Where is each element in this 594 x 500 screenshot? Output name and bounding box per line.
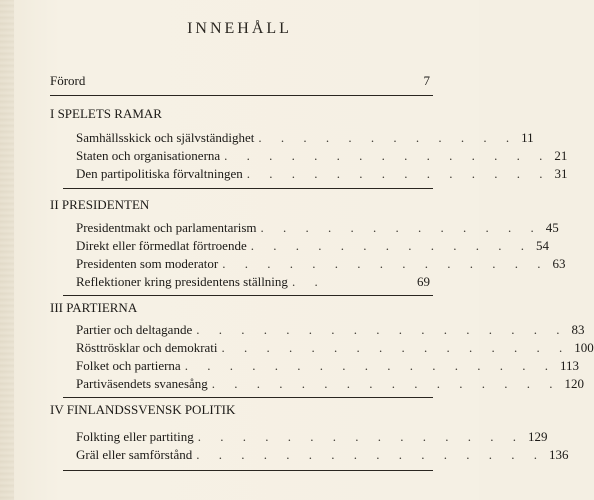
leader-dots: . . . . . . . . . . . . . (260, 220, 542, 235)
separator-rule (63, 470, 433, 471)
part-heading: III PARTIERNA (50, 300, 138, 315)
toc-entry (76, 340, 594, 356)
toc-entry-label: Reflektioner kring presidentens ställning (76, 274, 288, 289)
separator-rule (50, 95, 433, 96)
leader-dots: . . . . . . . . . . . . . . (246, 166, 551, 181)
leader-dots: . . . . . . . . . . . . . . . . (221, 340, 571, 355)
toc-entry (76, 220, 559, 236)
toc-entry-label: Rösttrösklar och demokrati (76, 340, 218, 355)
leader-dots: . . . . . . . . . . . . . . . . . (196, 322, 568, 337)
leader-dots: . . . . . . . . . . . . . (250, 238, 532, 253)
toc-entry-page: 129 (527, 429, 548, 444)
toc-entry-page: 100 (574, 340, 594, 355)
leader-dots: . . (291, 274, 326, 289)
toc-entry-page: 31 (554, 166, 568, 181)
leader-dots: . . . . . . . . . . . . . . . . . (184, 358, 556, 373)
toc-entry-page: 21 (554, 148, 568, 163)
part-heading: I SPELETS RAMAR (50, 106, 162, 121)
toc-entry-label: Gräl eller samförstånd (76, 447, 193, 462)
toc-entry-page: 7 (423, 73, 430, 88)
toc-entry-page: 113 (559, 358, 579, 373)
toc-entry-page: 69 (417, 274, 430, 289)
toc-entry-page: 45 (545, 220, 559, 235)
toc-entry (76, 256, 566, 272)
toc-entry-label: Partiväsendets svanesång (76, 376, 208, 391)
toc-entry-page: 11 (521, 130, 534, 145)
leader-dots: . . . . . . . . . . . . . . . (197, 429, 524, 444)
toc-entry (76, 358, 579, 374)
toc-title: INNEHÅLL (187, 20, 292, 37)
separator-rule (63, 295, 433, 296)
toc-entry (76, 376, 585, 392)
leader-dots: . . . . . . . . . . . . . . . (224, 148, 551, 163)
toc-entry (76, 429, 548, 445)
toc-entry (76, 166, 568, 182)
toc-entry (76, 274, 430, 290)
toc-entry (76, 130, 534, 146)
toc-entry-foreword (50, 73, 430, 89)
leader-dots: . . . . . . . . . . . . . . . (222, 256, 549, 271)
toc-entry-page: 83 (571, 322, 585, 337)
toc-entry-label: Staten och organisationerna (76, 148, 221, 163)
toc-entry-label: Folkting eller partiting (76, 429, 194, 444)
toc-entry-label: Partier och deltagande (76, 322, 193, 337)
part-heading: IV FINLANDSSVENSK POLITIK (50, 402, 236, 417)
part-heading: II PRESIDENTEN (50, 197, 150, 212)
toc-entry-label: Samhällsskick och självständighet (76, 130, 255, 145)
toc-entry-page: 120 (564, 376, 585, 391)
toc-entry (76, 148, 568, 164)
leader-dots: . . . . . . . . . . . . (258, 130, 518, 145)
separator-rule (63, 188, 433, 189)
leader-dots: . . . . . . . . . . . . . . . . (211, 376, 561, 391)
toc-entry-page: 54 (535, 238, 549, 253)
toc-entry-label: Presidenten som moderator (76, 256, 219, 271)
toc-entry (76, 447, 569, 463)
toc-entry (76, 238, 549, 254)
separator-rule (63, 397, 433, 398)
toc-entry-label: Direkt eller förmedlat förtroende (76, 238, 247, 253)
toc-entry-label: Presidentmakt och parlamentarism (76, 220, 257, 235)
toc-entry-label: Folket och partierna (76, 358, 181, 373)
toc-entry-label: Förord (50, 73, 86, 88)
leader-dots: . . . . . . . . . . . . . . . . (196, 447, 545, 462)
toc-entry-page: 136 (548, 447, 569, 462)
binding-edge (0, 0, 14, 500)
toc-entry (76, 322, 585, 338)
toc-entry-page: 63 (552, 256, 566, 271)
toc-entry-label: Den partipolitiska förvaltningen (76, 166, 243, 181)
